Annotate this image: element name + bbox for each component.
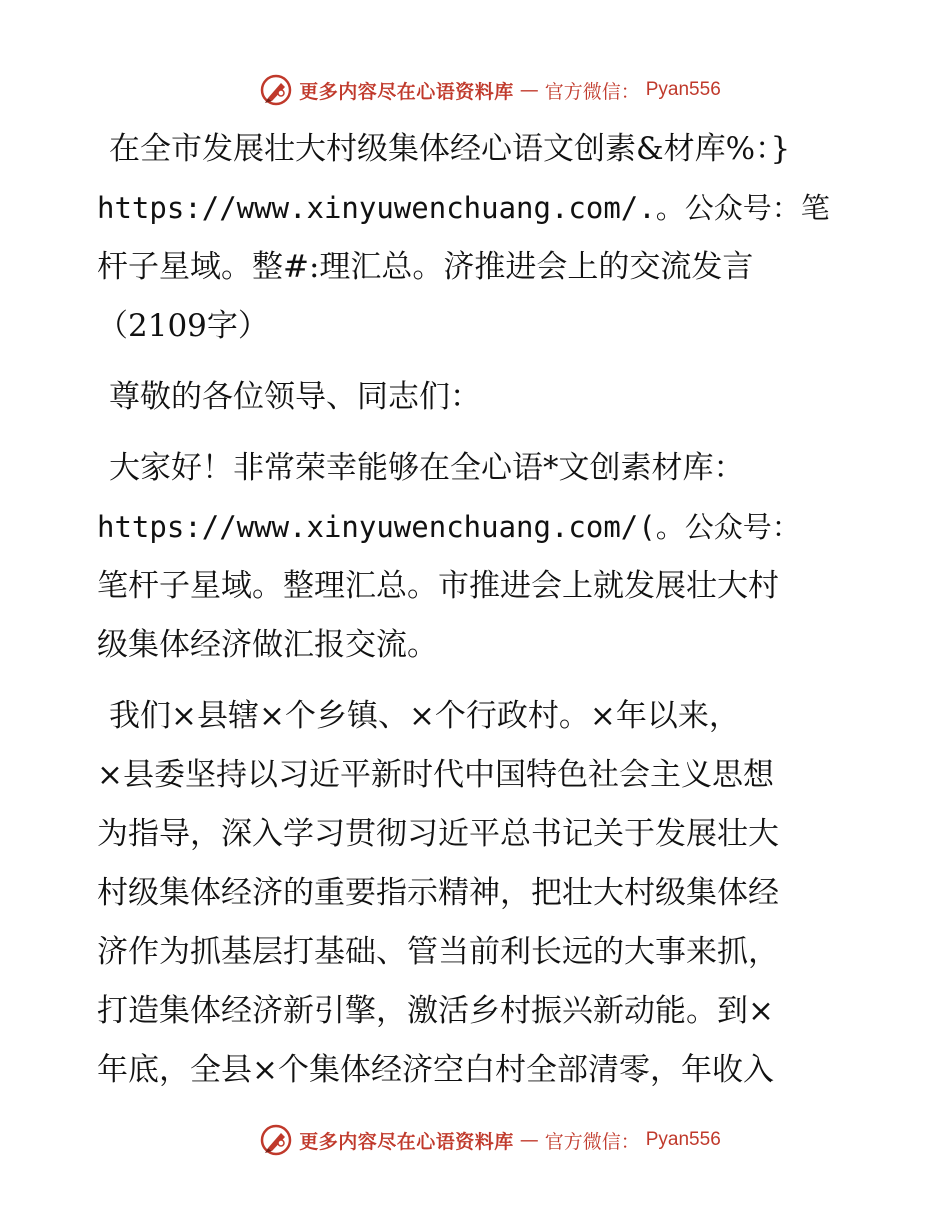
banner-dash: —	[519, 1129, 539, 1151]
para-line: ×县委坚持以习近平新时代中国特色社会主义思想	[97, 757, 774, 793]
para-line: 大家好！非常荣幸能够在全心语*文创素材库：	[109, 450, 745, 486]
para-line: 尊敬的各位领导、同志们：	[109, 379, 481, 415]
banner-wechat-id: Pyan556	[645, 1129, 721, 1150]
para-line: 我们×县辖×个乡镇、×个行政村。×年以来，	[109, 698, 740, 734]
banner-wechat-id: Pyan556	[645, 79, 721, 100]
para-line-url[interactable]: https://www.xinyuwenchuang.com/.。公众号：笔	[97, 191, 830, 225]
para-line: 笔杆子星域。整理汇总。市推进会上就发展壮大村	[97, 568, 779, 604]
para-line-url[interactable]: https://www.xinyuwenchuang.com/(。公众号：	[97, 510, 801, 544]
para-line: 为指导，深入学习贯彻习近平总书记关于发展壮大	[97, 816, 779, 852]
para-line: 打造集体经济新引擎，激活乡村振兴新动能。到×	[97, 993, 774, 1029]
banner-wechat-label: 官方微信：	[544, 1130, 640, 1153]
paragraph-salutation	[97, 368, 857, 427]
paragraph-greeting	[97, 439, 857, 675]
banner-dash: —	[519, 79, 539, 101]
para-line: 年底，全县×个集体经济空白村全部清零，年收入	[97, 1052, 774, 1088]
banner-title: 更多内容尽在心语资料库	[299, 1130, 514, 1153]
document-body	[97, 120, 857, 1112]
pen-logo-icon	[259, 1123, 293, 1157]
paragraph-intro	[97, 687, 857, 1100]
para-line: 级集体经济做汇报交流。	[97, 627, 438, 663]
footer-watermark-banner	[0, 1120, 950, 1160]
para-line: 村级集体经济的重要指示精神，把壮大村级集体经	[97, 875, 779, 911]
para-line: 在全市发展壮大村级集体经心语文创素&材库%：}	[109, 131, 791, 167]
para-line: 杆子星域。整#:理汇总。济推进会上的交流发言	[97, 249, 754, 285]
banner-wechat-label: 官方微信：	[544, 80, 640, 103]
paragraph-title	[97, 120, 857, 356]
banner-title: 更多内容尽在心语资料库	[299, 80, 514, 103]
header-watermark-banner	[0, 70, 950, 110]
para-line: （2109字）	[97, 308, 269, 344]
para-line: 济作为抓基层打基础、管当前利长远的大事来抓，	[97, 934, 779, 970]
pen-logo-icon	[259, 73, 293, 107]
